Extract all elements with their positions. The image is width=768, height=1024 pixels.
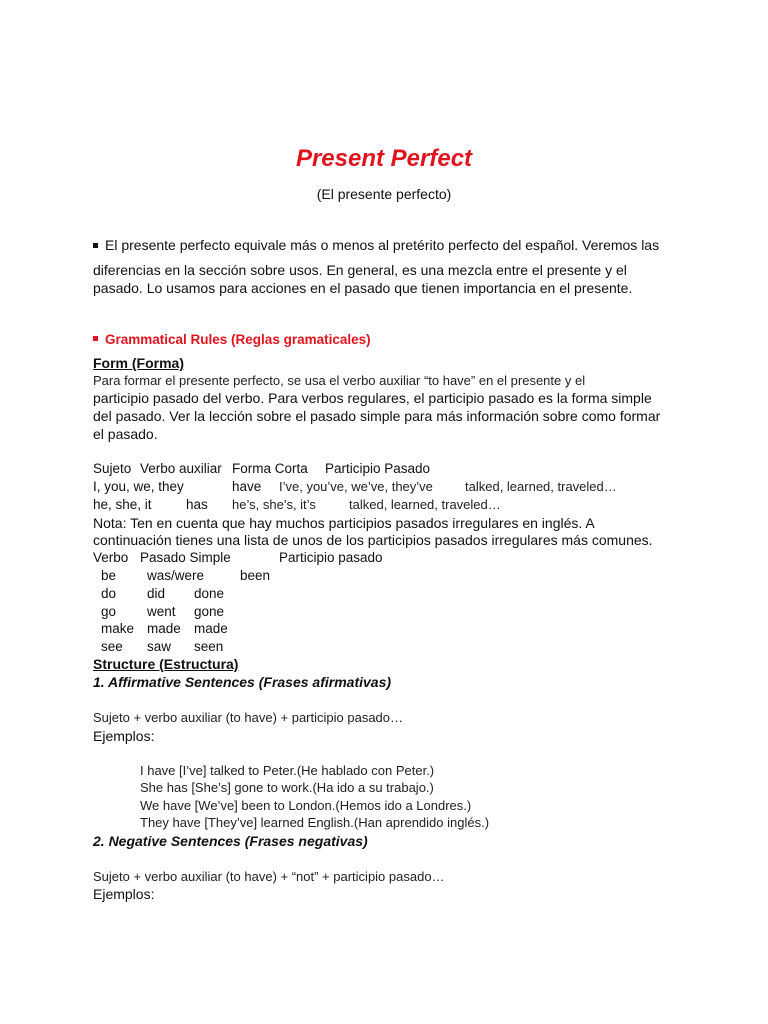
negative-heading: 2. Negative Sentences (Frases negativas)	[93, 833, 368, 849]
table-cell-participle: made	[194, 621, 228, 636]
table-cell-past: did	[147, 586, 166, 601]
table-cell-past: made	[147, 621, 181, 636]
example-sentence: We have [We’ve] been to London.(Hemos ido a Londres.)	[140, 798, 472, 813]
affirmative-examples-label: Ejemplos:	[93, 728, 155, 744]
table-cell-participle: done	[194, 586, 225, 601]
header-sujeto: Sujeto	[93, 461, 132, 476]
negative-examples-label: Ejemplos:	[93, 886, 155, 902]
table-row-short: he’s, she’s, it’s	[232, 497, 316, 512]
header-verbo: Verbo	[93, 550, 129, 565]
example-sentence: They have [They’ve] learned English.(Han aprendido inglés.)	[140, 815, 490, 830]
table-row-participle: talked, learned, traveled…	[349, 497, 501, 512]
form-heading: Form (Forma)	[93, 355, 184, 371]
page-title: Present Perfect	[295, 145, 473, 172]
header-verbo-auxiliar: Verbo auxiliar	[140, 461, 222, 476]
table-row-short: I’ve, you’ve, we’ve, they’ve	[279, 479, 433, 494]
page-subtitle: (El presente perfecto)	[316, 186, 452, 202]
intro-line-2: diferencias en la sección sobre usos. En general, es una mezcla entre el presente y el	[93, 262, 627, 278]
rules-heading: Grammatical Rules (Reglas gramaticales)	[93, 331, 371, 349]
red-bullet-icon	[93, 336, 98, 341]
intro-line-1: El presente perfecto equivale más o menos al pretérito perfecto del español. Veremos las	[93, 236, 683, 254]
table-cell-past: saw	[147, 639, 172, 654]
header-forma-corta: Forma Corta	[232, 461, 308, 476]
example-sentence: She has [She’s] gone to work.(Ha ido a su trabajo.)	[140, 780, 434, 795]
note-line-1: Nota: Ten en cuenta que hay muchos participios pasados irregulares en inglés. A	[93, 515, 595, 531]
table-cell-participle: seen	[194, 639, 224, 654]
table-cell-verb: do	[101, 586, 117, 601]
structure-heading: Structure (Estructura)	[93, 656, 239, 672]
affirmative-formula: Sujeto + verbo auxiliar (to have) + participio pasado…	[93, 710, 404, 725]
table-cell-past: was/were	[147, 568, 205, 583]
form-line-4: el pasado.	[93, 426, 158, 442]
header-participio: Participio pasado	[279, 550, 383, 565]
table-row-aux: have	[232, 479, 262, 494]
form-line-1: Para formar el presente perfecto, se usa el verbo auxiliar “to have” en el presente y el	[93, 373, 586, 388]
affirmative-heading: 1. Affirmative Sentences (Frases afirmativas)	[93, 674, 392, 690]
intro-line-3: pasado. Lo usamos para acciones en el pasado que tienen importancia en el presente.	[93, 280, 633, 296]
table-cell-participle: been	[240, 568, 271, 583]
note-line-2: continuación tienes una lista de unos de los participios pasados irregulares más comunes.	[93, 532, 653, 548]
table-cell-verb: see	[101, 639, 123, 654]
form-line-2: participio pasado del verbo. Para verbos regulares, el participio pasado es la forma simple	[93, 390, 652, 406]
table-cell-verb: make	[101, 621, 135, 636]
table-cell-past: went	[147, 604, 176, 619]
table-row-subject: he, she, it	[93, 497, 152, 512]
form-line-3: del pasado. Ver la lección sobre el pasado simple para más información sobre como formar	[93, 408, 661, 424]
bullet-icon	[93, 243, 98, 248]
table-cell-verb: be	[101, 568, 117, 583]
header-pasado-simple: Pasado Simple	[140, 550, 231, 565]
negative-formula: Sujeto + verbo auxiliar (to have) + “not” + participio pasado…	[93, 869, 445, 884]
table-cell-verb: go	[101, 604, 117, 619]
table-row-aux: has	[186, 497, 208, 512]
header-participio-pasado: Participio Pasado	[325, 461, 431, 476]
table-row-participle: talked, learned, traveled…	[465, 479, 617, 494]
example-sentence: I have [I’ve] talked to Peter.(He hablado con Peter.)	[140, 763, 435, 778]
table-row-subject: I, you, we, they	[93, 479, 184, 494]
table-cell-participle: gone	[194, 604, 225, 619]
